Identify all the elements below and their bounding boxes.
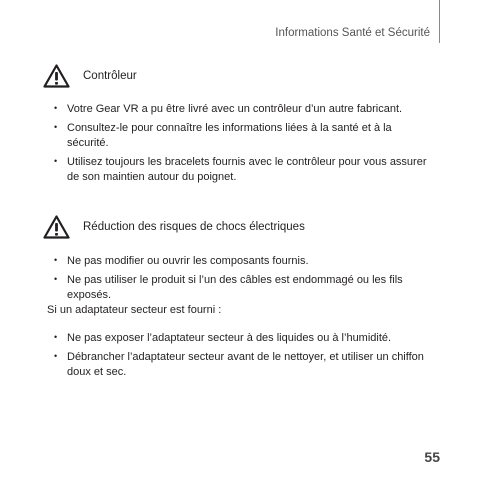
list-item: • Ne pas exposer l’adaptateur secteur à des liquides ou à l’humidité.: [54, 331, 434, 346]
list-item: • Ne pas modifier ou ouvrir les composants fournis.: [54, 254, 434, 269]
warning-triangle-icon: [43, 215, 70, 239]
list-item: • Débrancher l’adaptateur secteur avant de le nettoyer, et utiliser un chiffon doux et sec.: [54, 350, 434, 380]
list-item: • Utilisez toujours les bracelets fournis avec le contrôleur pour vous assurer de son maintien autour du poignet.: [54, 155, 434, 185]
list-item: • Ne pas utiliser le produit si l’un des câbles est endommagé ou les fils exposés.: [54, 273, 434, 303]
list-item: • Votre Gear VR a pu être livré avec un contrôleur d’un autre fabricant.: [54, 102, 434, 117]
section-heading-controller: [43, 64, 137, 88]
section-title: Réduction des risques de chocs électriques: [83, 221, 305, 233]
header-divider: [439, 0, 440, 43]
header-title: Informations Santé et Sécurité: [275, 27, 430, 39]
list-item: • Consultez-le pour connaître les informations liées à la santé et à la sécurité.: [54, 121, 434, 151]
section-heading-electric-shock: [43, 215, 305, 239]
section-title: Contrôleur: [83, 70, 137, 82]
warning-triangle-icon: [43, 64, 70, 88]
page-number: 55: [424, 449, 440, 465]
adapter-bullet-list: [54, 331, 434, 384]
adapter-note: Si un adaptateur secteur est fourni :: [47, 304, 222, 316]
electric-shock-bullet-list: [54, 254, 434, 307]
controller-bullet-list: [54, 102, 434, 189]
